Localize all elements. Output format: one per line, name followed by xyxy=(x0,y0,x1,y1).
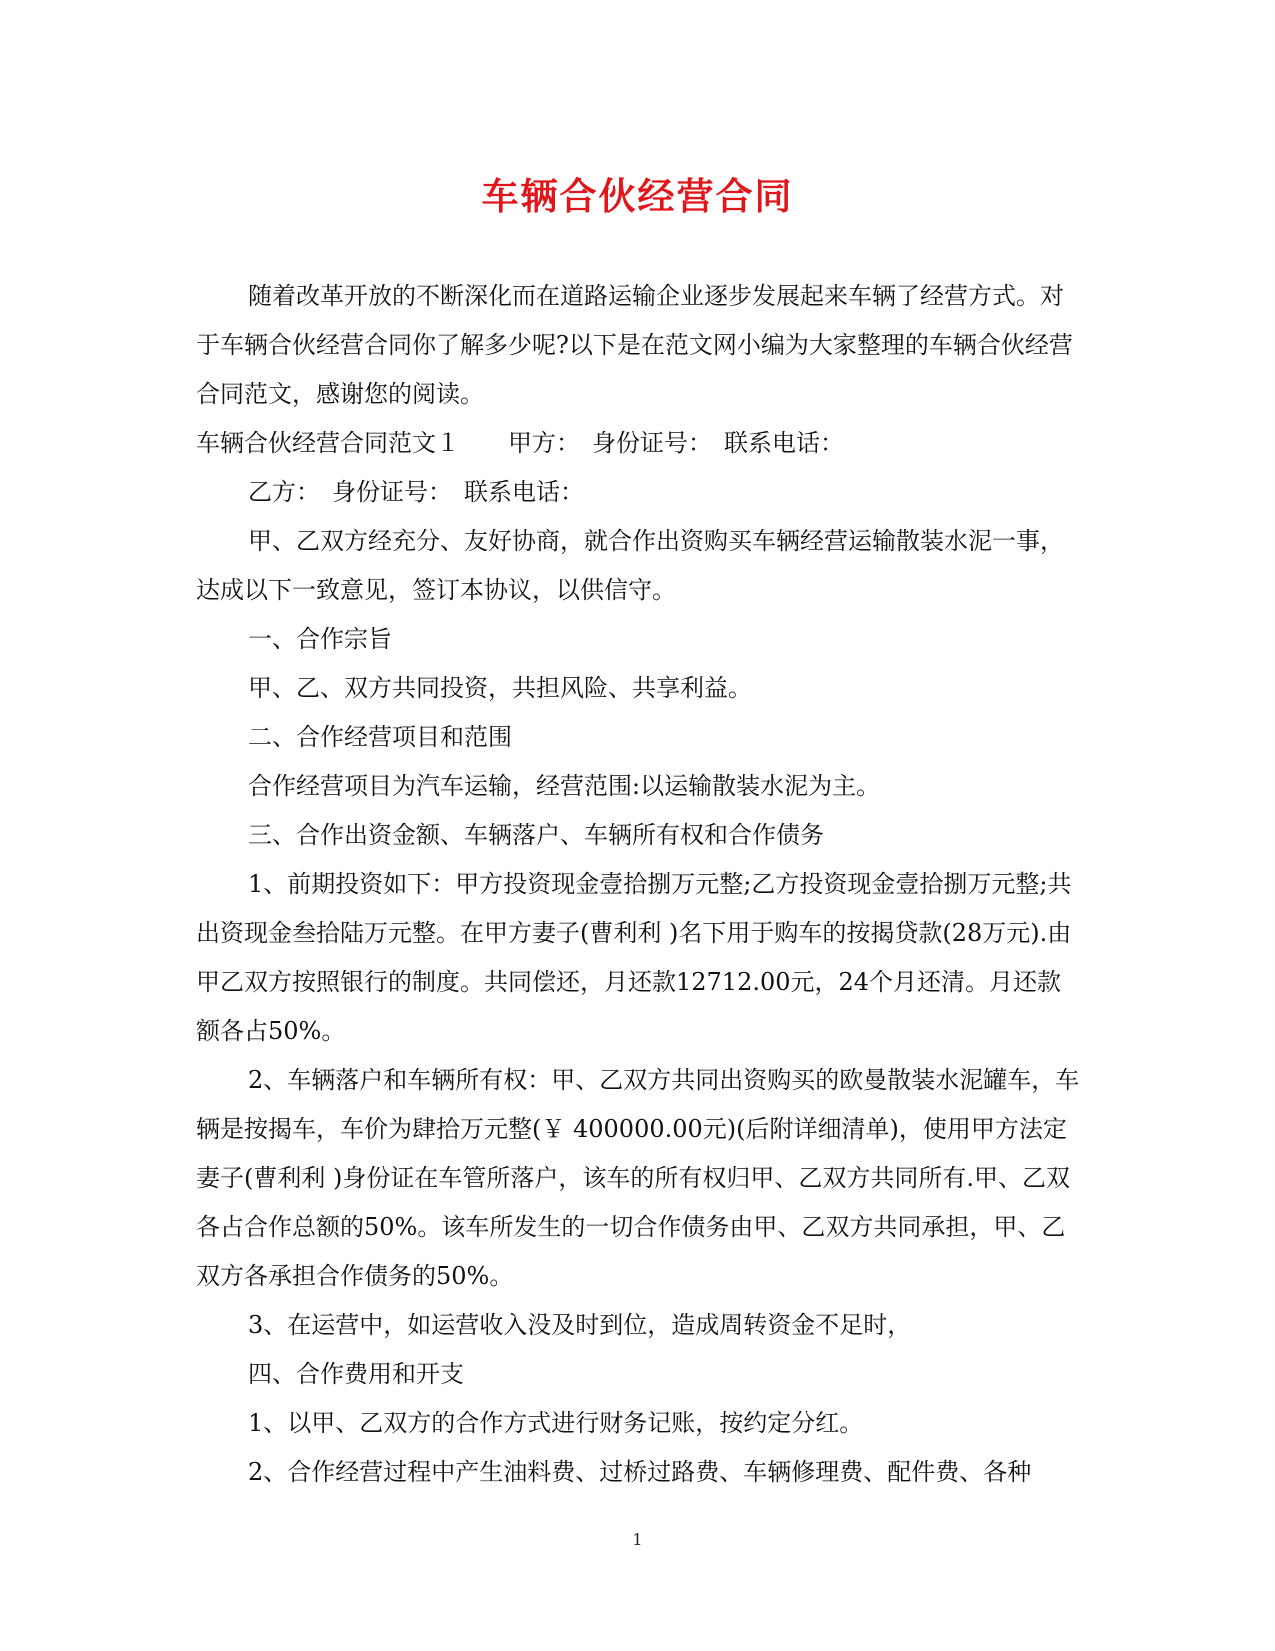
section-2-body: 合作经营项目为汽车运输，经营范围:以运输散装水泥为主。 xyxy=(248,772,881,800)
party-b-line: 乙方： 身份证号： 联系电话： xyxy=(248,478,584,506)
section-4-item-1: 1、以甲、乙双方的合作方式进行财务记账，按约定分红。 xyxy=(248,1409,864,1437)
section-3-item-1: 1、前期投资如下：甲方投资现金壹拾捌万元整;乙方投资现金壹拾捌万元整;共出资现金叁拾陆万元整。在甲方妻子(曹利利 )名下用于购车的按揭贷款(28万元).由甲乙双方按照银行的制度。共同偿还，月还款12712.00元，24个月还清。月还款额各占50%。 xyxy=(196,870,1072,1045)
document-title: 车辆合伙经营合同 xyxy=(481,174,794,218)
section-1-title: 一、合作宗旨 xyxy=(248,625,392,653)
contract-heading-line: 车辆合伙经营合同范文１ 甲方： 身份证号： 联系电话： xyxy=(196,429,844,457)
section-3-title: 三、合作出资金额、车辆落户、车辆所有权和合作债务 xyxy=(248,821,824,849)
intro-paragraph: 随着改革开放的不断深化而在道路运输企业逐步发展起来车辆了经营方式。对于车辆合伙经营合同你了解多少呢?以下是在范文网小编为大家整理的车辆合伙经营合同范文，感谢您的阅读。 xyxy=(196,282,1073,408)
section-4-title: 四、合作费用和开支 xyxy=(248,1360,464,1388)
section-1-body: 甲、乙、双方共同投资，共担风险、共享利益。 xyxy=(248,674,752,702)
document-body xyxy=(196,272,1081,1497)
preamble-paragraph: 甲、乙双方经充分、友好协商，就合作出资购买车辆经营运输散装水泥一事，达成以下一致意见，签订本协议，以供信守。 xyxy=(196,527,1064,604)
section-4-item-2: 2、合作经营过程中产生油料费、过桥过路费、车辆修理费、配件费、各种 xyxy=(248,1458,1032,1486)
section-3-item-2: 2、车辆落户和车辆所有权：甲、乙双方共同出资购买的欧曼散装水泥罐车，车辆是按揭车，车价为肆拾万元整(￥ 400000.00元)(后附详细清单)，使用甲方法定妻子(曹利利 )身份证在车管所落户，该车的所有权归甲、乙双方共同所有.甲、乙双各占合作总额的50%。该车所发生的一切合作债务由甲、乙双方共同承担，甲、乙双方各承担合作债务的50%。 xyxy=(196,1066,1080,1290)
section-2-title: 二、合作经营项目和范围 xyxy=(248,723,512,751)
page-number: 1 xyxy=(632,1530,643,1549)
section-3-item-3: 3、在运营中，如运营收入没及时到位，造成周转资金不足时， xyxy=(248,1311,912,1339)
